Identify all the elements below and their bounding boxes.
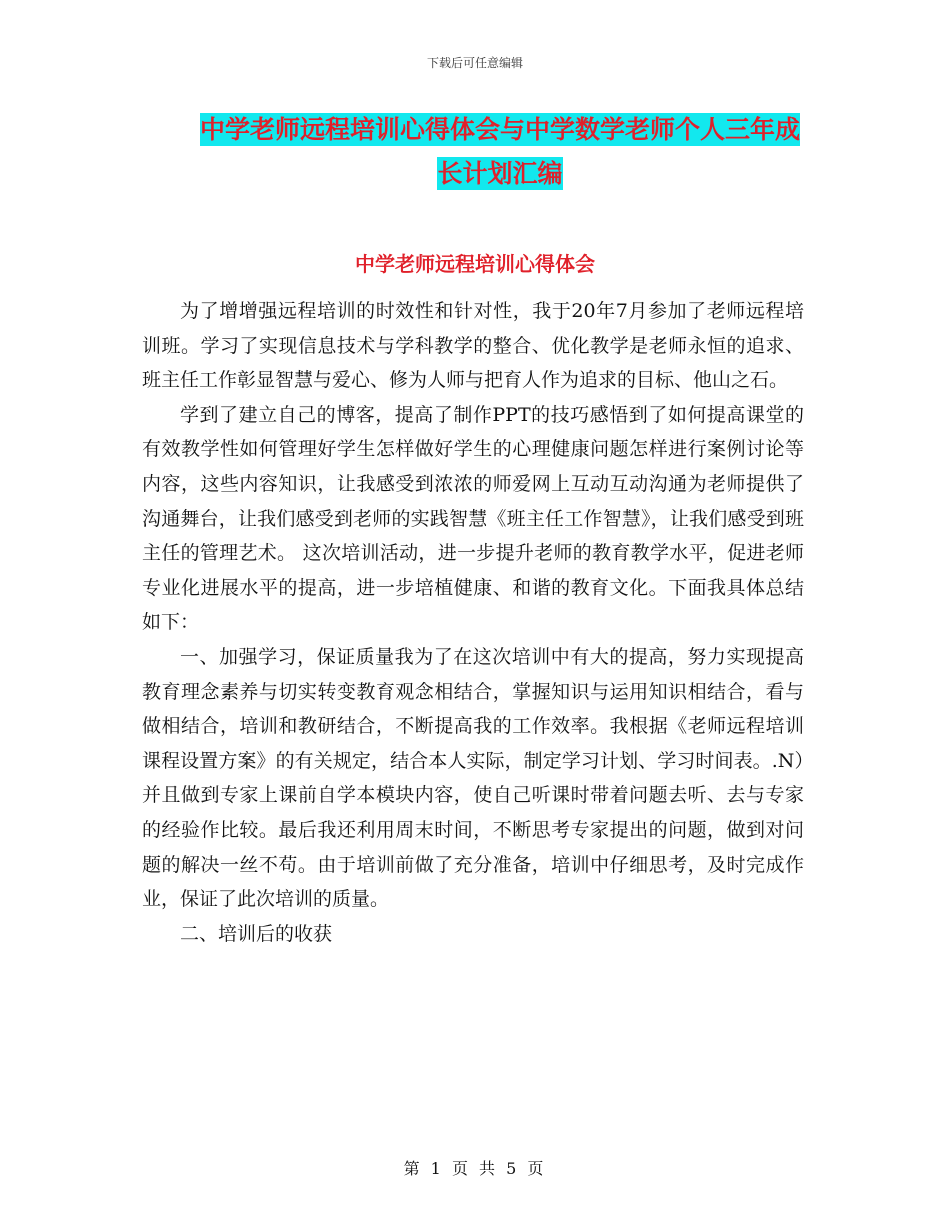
paragraph-4: 二、培训后的收获 — [180, 922, 333, 945]
header-note: 下载后可任意编辑 — [426, 56, 523, 70]
page-footer: 第 1 页 共 5 页 — [403, 1159, 547, 1178]
paragraph-1: 为了增增强远程培训的时效性和针对性，我于20年7月参加了老师远程培训班。学习了实现信息技术与学科教学的整合、优化教学是老师永恒的追求、班主任工作彰显智慧与爱心、修为人师与把育人作为追求的目标、他山之石。 — [142, 300, 804, 392]
section-title: 中学老师远程培训心得体会 — [355, 252, 595, 276]
body-text — [142, 294, 804, 951]
document-title-text: 中学老师远程培训心得体会与中学数学老师个人三年成长计划汇编 — [199, 115, 800, 188]
document-title — [190, 108, 810, 196]
paragraph-2: 学到了建立自己的博客，提高了制作PPT的技巧感悟到了如何提高课堂的有效教学性如何管理好学生怎样做好学生的心理健康问题怎样进行案例讨论等内容，这些内容知识，让我感受到浓浓的师爱网上互动互动沟通为老师提供了沟通舞台，让我们感受到老师的实践智慧《班主任工作智慧》，让我们感受到班主任的管理艺术。 这次培训活动，进一步提升老师的教育教学水平，促进老师专业化进展水平的提高，进一步培植健康、和谐的教育文化。下面我具体总结如下： — [142, 403, 804, 634]
paragraph-3: 一、加强学习，保证质量我为了在这次培训中有大的提高，努力实现提高教育理念素养与切实转变教育观念相结合，掌握知识与运用知识相结合，看与做相结合，培训和教研结合，不断提高我的工作效率。我根据《老师远程培训课程设置方案》的有关规定，结合本人实际，制定学习计划、学习时间表。.N）并且做到专家上课前自学本模块内容，使自己听课时带着问题去听、去与专家的经验作比较。最后我还利用周末时间，不断思考专家提出的问题，做到对问题的解决一丝不苟。由于培训前做了充分准备，培训中仔细思考，及时完成作业，保证了此次培训的质量。 — [142, 645, 804, 911]
